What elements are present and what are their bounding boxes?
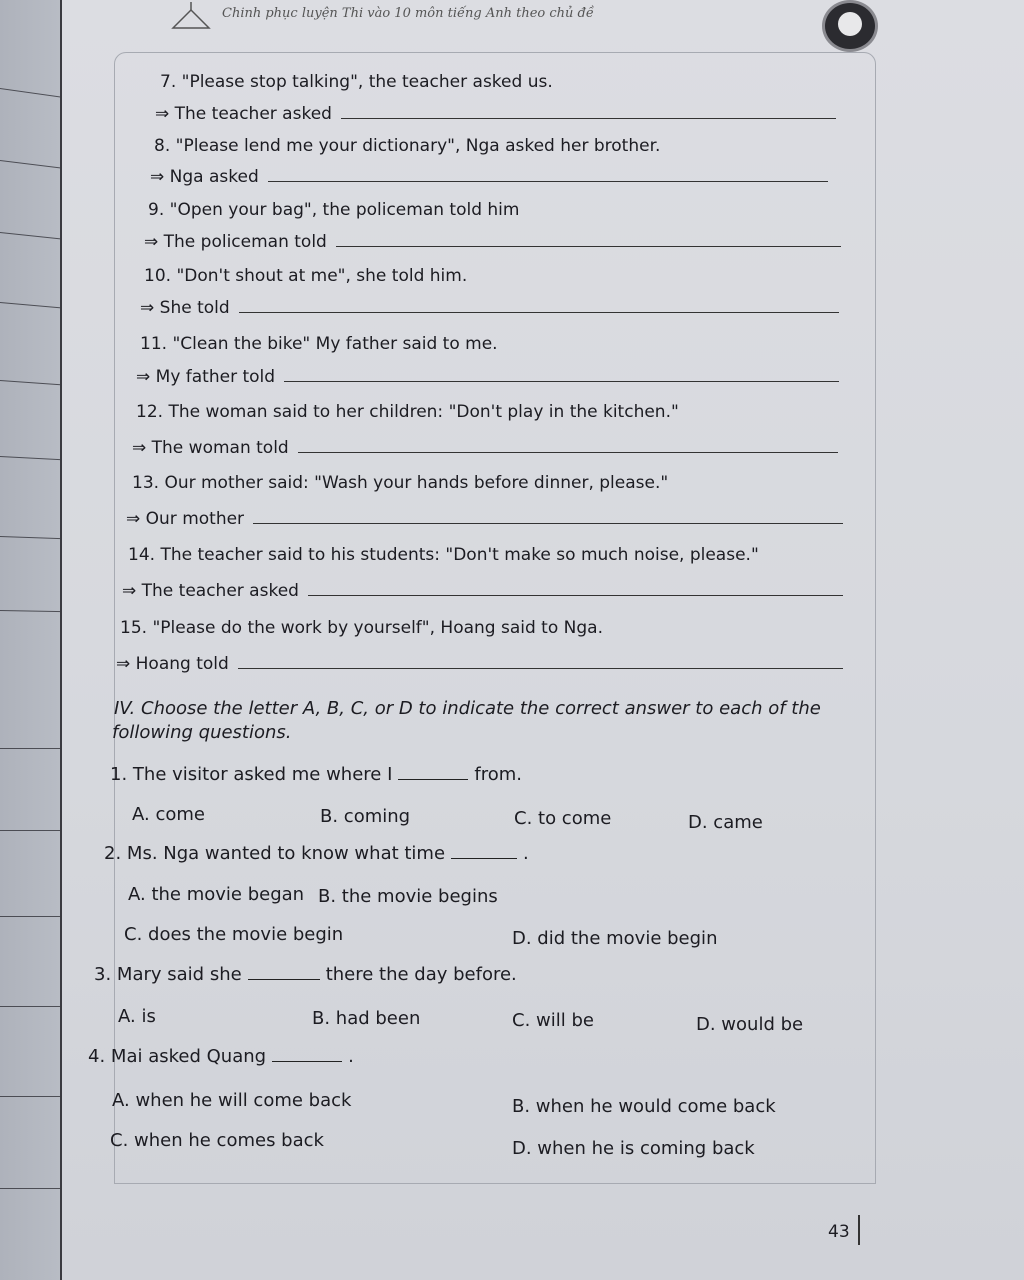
page-number: 43: [828, 1222, 850, 1242]
option-c[interactable]: C. does the movie begin: [124, 924, 344, 945]
option-d[interactable]: D. when he is coming back: [512, 1138, 755, 1159]
answer-stem: ⇒ Our mother: [126, 509, 245, 529]
item-number: 13.: [132, 473, 160, 493]
option-a[interactable]: A. the movie began: [128, 884, 305, 905]
item-number: 12.: [136, 402, 164, 422]
stem-text: from.: [474, 764, 523, 785]
prompt-text: "Open your bag", the policeman told him: [169, 200, 520, 220]
question-number: 2.: [104, 843, 122, 864]
stem-text: The visitor asked me where I: [132, 764, 393, 785]
section-instruction: following questions.: [112, 722, 292, 743]
item-number: 14.: [128, 545, 156, 565]
stem-text: there the day before.: [325, 964, 517, 985]
answer-blank[interactable]: [398, 779, 468, 780]
answer-line: [116, 654, 843, 674]
chapter-badge-icon: [822, 0, 878, 52]
prompt-text: "Please do the work by yourself", Hoang said to Nga.: [152, 618, 603, 638]
option-b[interactable]: B. when he would come back: [512, 1096, 776, 1117]
exercise-prompt: [148, 200, 519, 220]
answer-blank[interactable]: [341, 117, 836, 119]
exercise-prompt: [140, 334, 498, 354]
prompt-text: "Please stop talking", the teacher asked us.: [181, 72, 553, 92]
question-stem: [88, 1046, 354, 1067]
answer-line: [122, 581, 843, 601]
answer-blank[interactable]: [298, 451, 838, 453]
option-d[interactable]: D. came: [688, 812, 763, 833]
answer-blank[interactable]: [238, 667, 843, 669]
answer-blank[interactable]: [239, 311, 839, 313]
answer-stem: ⇒ My father told: [136, 367, 276, 387]
question-number: 3.: [94, 964, 112, 985]
answer-stem: ⇒ The teacher asked: [155, 104, 332, 124]
answer-blank[interactable]: [272, 1061, 342, 1062]
exercise-prompt: [120, 618, 603, 638]
answer-blank[interactable]: [248, 979, 320, 980]
answer-line: [144, 232, 841, 252]
item-number: 10.: [144, 266, 172, 286]
option-b[interactable]: B. coming: [320, 806, 411, 827]
prompt-text: The teacher said to his students: "Don't make so much noise, please.": [160, 545, 759, 565]
exercise-prompt: [136, 402, 679, 422]
answer-blank[interactable]: [268, 180, 828, 182]
answer-line: [126, 509, 843, 529]
item-number: 15.: [120, 618, 148, 638]
answer-blank[interactable]: [284, 380, 839, 382]
section-instruction: IV. Choose the letter A, B, C, or D to indicate the correct answer to each of the: [114, 698, 821, 719]
answer-blank[interactable]: [451, 858, 517, 859]
question-number: 1.: [110, 764, 128, 785]
answer-line: [132, 438, 838, 458]
option-c[interactable]: C. when he comes back: [110, 1130, 324, 1151]
answer-stem: ⇒ She told: [140, 298, 230, 318]
prompt-text: "Don't shout at me", she told him.: [176, 266, 468, 286]
answer-blank[interactable]: [336, 245, 841, 247]
exercise-prompt: [132, 473, 668, 493]
item-number: 7.: [160, 72, 177, 92]
option-a[interactable]: A. when he will come back: [112, 1090, 352, 1111]
option-c[interactable]: C. will be: [512, 1010, 594, 1031]
running-header: Chinh phục luyện Thi vào 10 môn tiếng Anh theo chủ đề: [222, 6, 594, 21]
exercise-prompt: [154, 136, 660, 156]
stem-text: .: [523, 843, 529, 864]
stem-text: Mai asked Quang: [110, 1046, 267, 1067]
answer-stem: ⇒ The woman told: [132, 438, 289, 458]
stem-text: Mary said she: [116, 964, 242, 985]
answer-line: [136, 367, 839, 387]
answer-stem: ⇒ The policeman told: [144, 232, 327, 252]
exercise-prompt: [128, 545, 759, 565]
page-number-divider: [858, 1215, 860, 1245]
answer-line: [155, 104, 836, 124]
question-stem: [94, 964, 517, 985]
option-a[interactable]: A. come: [132, 804, 205, 825]
option-b[interactable]: B. had been: [312, 1008, 421, 1029]
item-number: 9.: [148, 200, 165, 220]
option-d[interactable]: D. would be: [696, 1014, 804, 1035]
book-page: [60, 0, 1024, 1280]
item-number: 11.: [140, 334, 168, 354]
prompt-text: "Please lend me your dictionary", Nga asked her brother.: [175, 136, 661, 156]
answer-line: [150, 167, 828, 187]
answer-stem: ⇒ Hoang told: [116, 654, 229, 674]
option-c[interactable]: C. to come: [514, 808, 612, 829]
stem-text: Ms. Nga wanted to know what time: [126, 843, 446, 864]
option-a[interactable]: A. is: [118, 1006, 156, 1027]
answer-stem: ⇒ The teacher asked: [122, 581, 299, 601]
exercise-prompt: [160, 72, 553, 92]
prompt-text: Our mother said: "Wash your hands before dinner, please.": [164, 473, 669, 493]
prompt-text: "Clean the bike" My father said to me.: [172, 334, 498, 354]
answer-stem: ⇒ Nga asked: [150, 167, 259, 187]
stem-text: .: [348, 1046, 354, 1067]
option-d[interactable]: D. did the movie begin: [512, 928, 718, 949]
item-number: 8.: [154, 136, 171, 156]
exercise-prompt: [144, 266, 467, 286]
question-stem: [104, 843, 529, 864]
question-number: 4.: [88, 1046, 106, 1067]
answer-blank[interactable]: [308, 594, 843, 596]
question-stem: [110, 764, 522, 785]
prompt-text: The woman said to her children: "Don't play in the kitchen.": [168, 402, 679, 422]
lamp-icon: [167, 2, 217, 32]
option-b[interactable]: B. the movie begins: [318, 886, 498, 907]
answer-blank[interactable]: [253, 522, 843, 524]
answer-line: [140, 298, 839, 318]
